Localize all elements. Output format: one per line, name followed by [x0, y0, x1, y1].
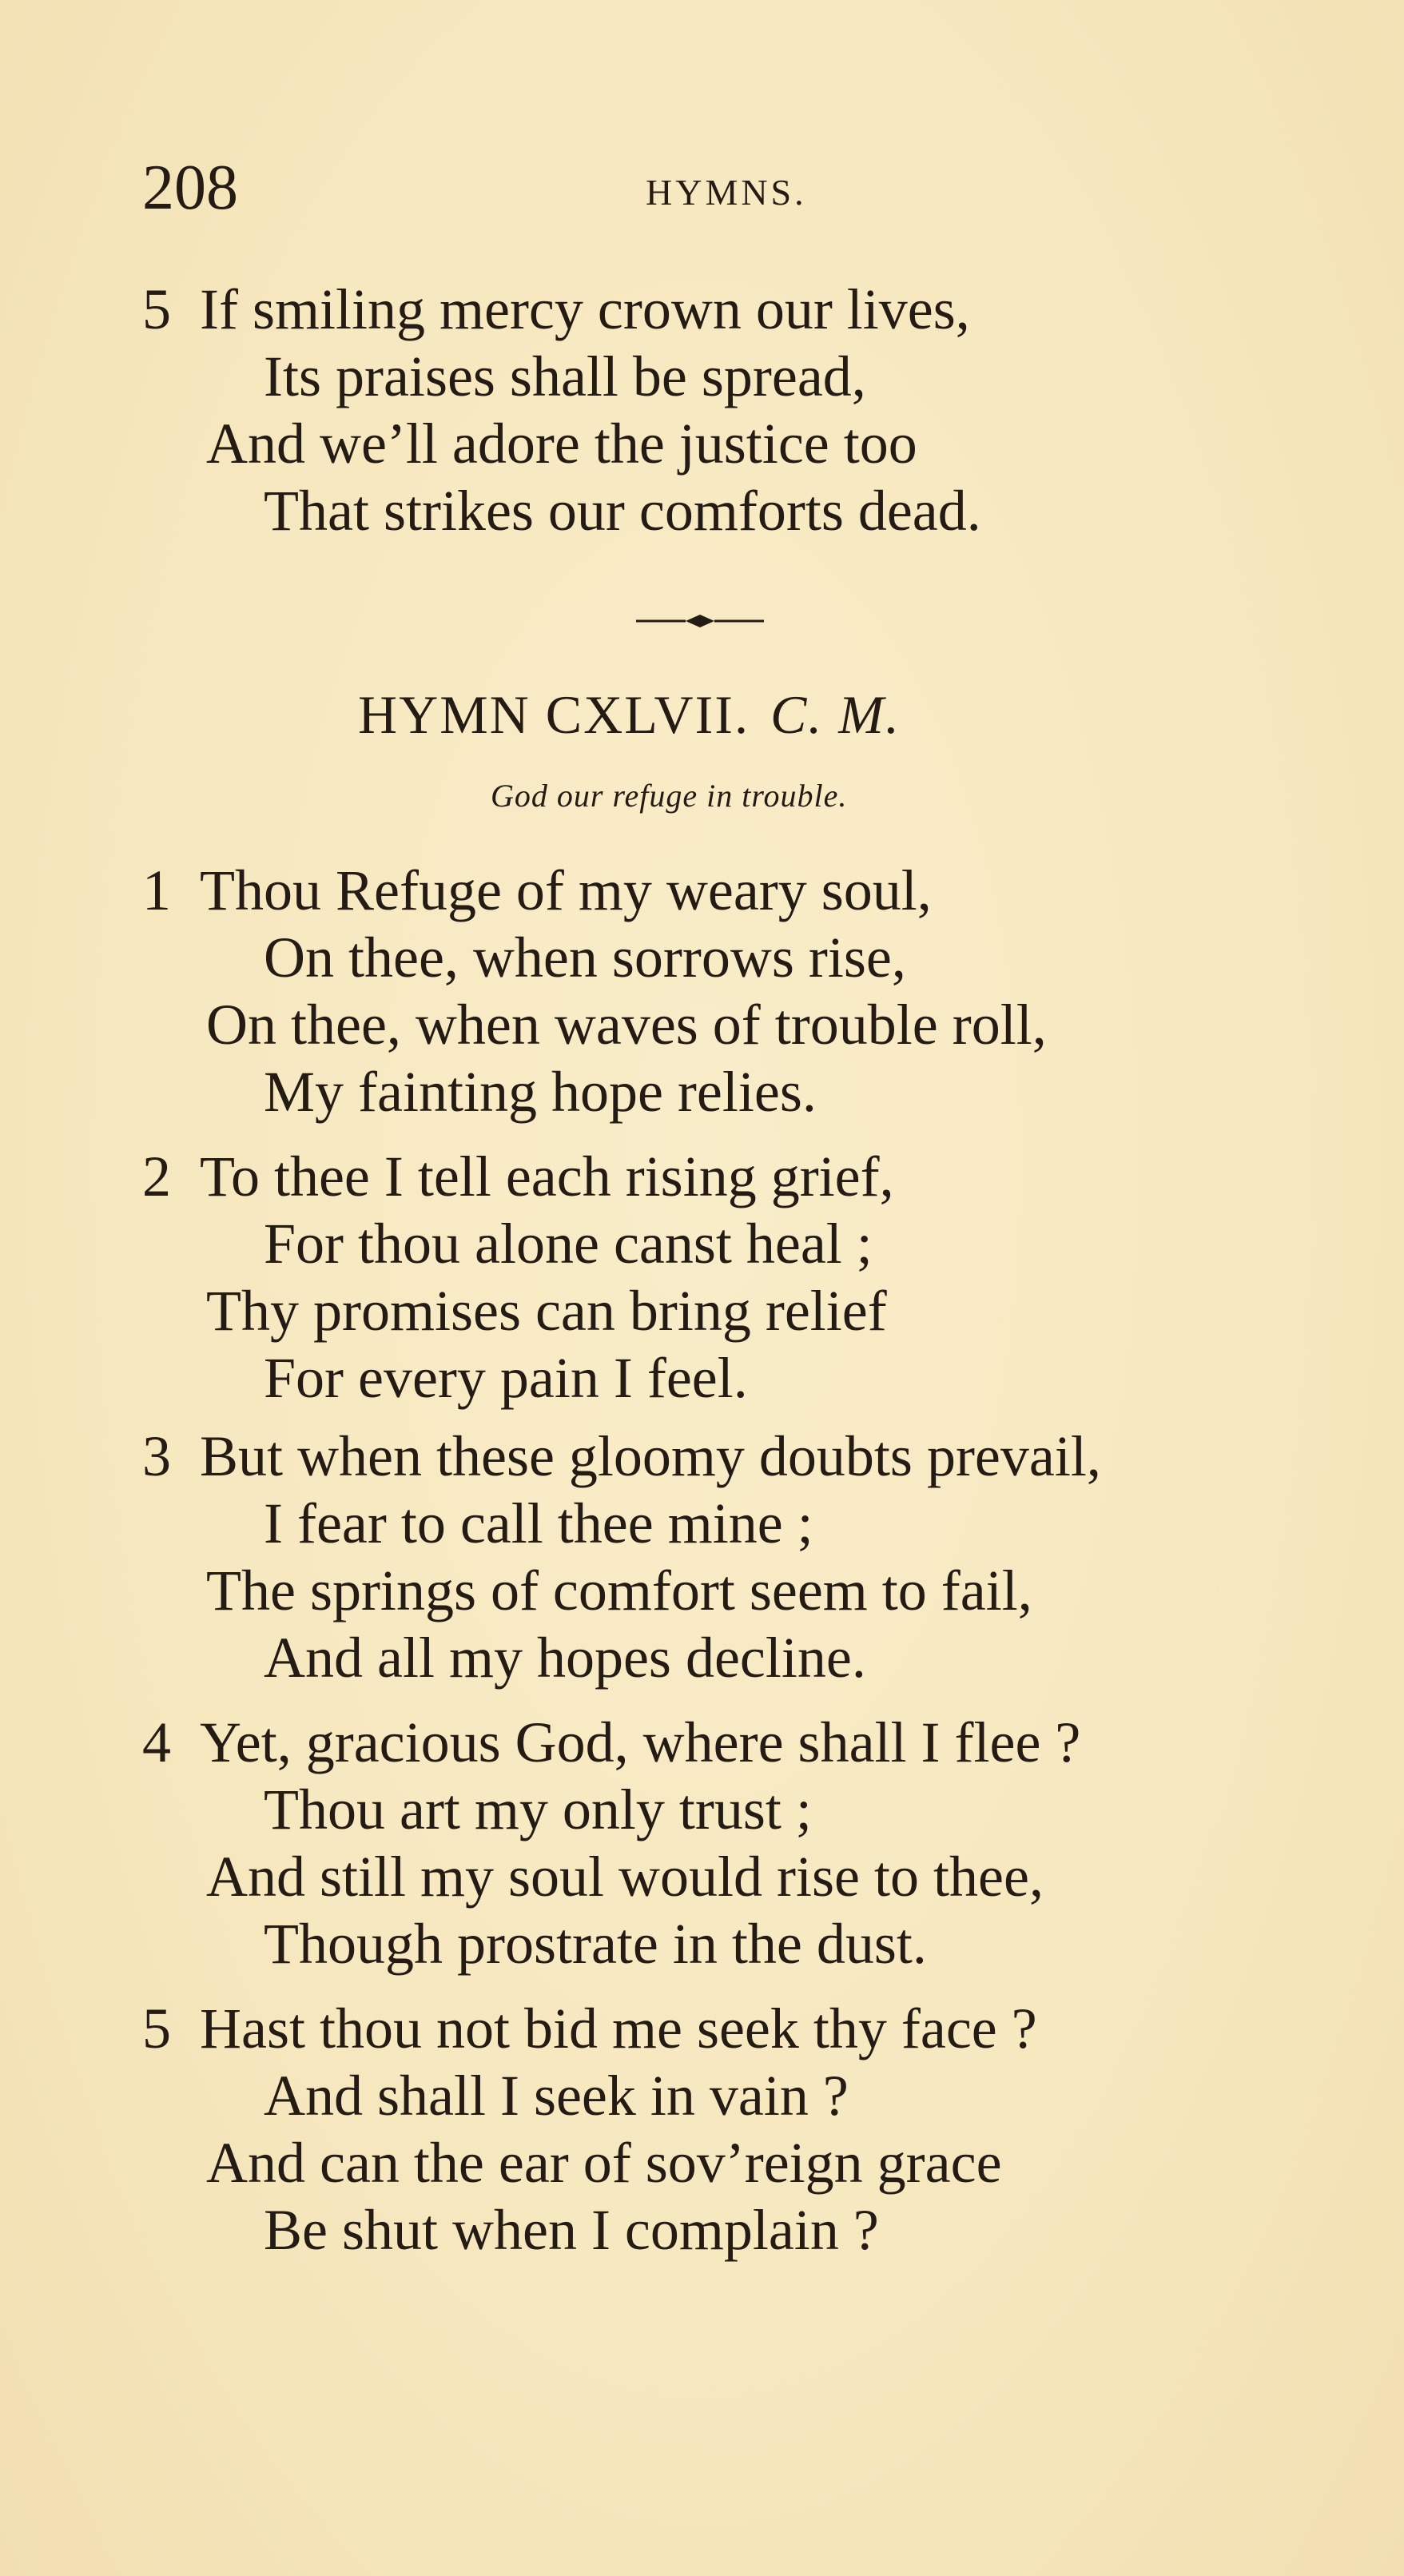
verse-line: Yet, gracious God, where shall I flee ? — [200, 1710, 1081, 1774]
verse-line: On thee, when waves of trouble roll, — [206, 993, 1047, 1057]
verse-line: But when these gloomy doubts prevail, — [200, 1424, 1101, 1488]
verse-line: And can the ear of sov’reign grace — [206, 2131, 1002, 2195]
verse-line: Though prostrate in the dust. — [264, 1912, 927, 1976]
stanza-number: 5 — [142, 1997, 171, 2060]
hymn-meter: C. M. — [770, 684, 901, 745]
verse-line: Its praises shall be spread, — [264, 344, 866, 408]
verse-line: For every pain I feel. — [264, 1346, 748, 1410]
verse-line: Be shut when I complain ? — [264, 2198, 879, 2262]
verse-line: Thy promises can bring relief — [206, 1279, 887, 1343]
verse-line: I fear to call thee mine ; — [264, 1491, 813, 1555]
hymn-number: HYMN CXLVII. — [358, 684, 750, 745]
stanza-number: 2 — [142, 1145, 171, 1208]
ornament-divider — [636, 611, 764, 631]
verse-line: And still my soul would rise to thee, — [206, 1845, 1044, 1909]
stanza-number: 3 — [142, 1424, 171, 1488]
stanza-number: 5 — [142, 277, 171, 341]
page-header — [142, 152, 1261, 224]
verse-line: And shall I seek in vain ? — [264, 2064, 849, 2128]
verse-line: On thee, when sorrows rise, — [264, 926, 906, 989]
verse-line: Thou Refuge of my weary soul, — [200, 858, 932, 922]
running-head: HYMNS. — [646, 172, 807, 213]
hymn-subtitle: God our refuge in trouble. — [491, 778, 848, 814]
verse-line: Thou art my only trust ; — [264, 1778, 812, 1841]
hymn-title — [358, 681, 901, 748]
verse-line: To thee I tell each rising grief, — [200, 1145, 894, 1208]
verse-line: The springs of comfort seem to fail, — [206, 1559, 1032, 1622]
verse-line: My fainting hope relies. — [264, 1060, 817, 1124]
stanza-number: 1 — [142, 858, 171, 922]
verse-line: That strikes our comforts dead. — [264, 479, 981, 543]
verse-line: And all my hopes decline. — [264, 1626, 866, 1690]
page-number: 208 — [142, 153, 238, 223]
verse-line: Hast thou not bid me seek thy face ? — [200, 1997, 1037, 2060]
verse-line: If smiling mercy crown our lives, — [200, 277, 970, 341]
verse-line: For thou alone canst heal ; — [264, 1212, 873, 1276]
stanza-number: 4 — [142, 1710, 171, 1774]
verse-line: And we’ll adore the justice too — [206, 412, 917, 476]
